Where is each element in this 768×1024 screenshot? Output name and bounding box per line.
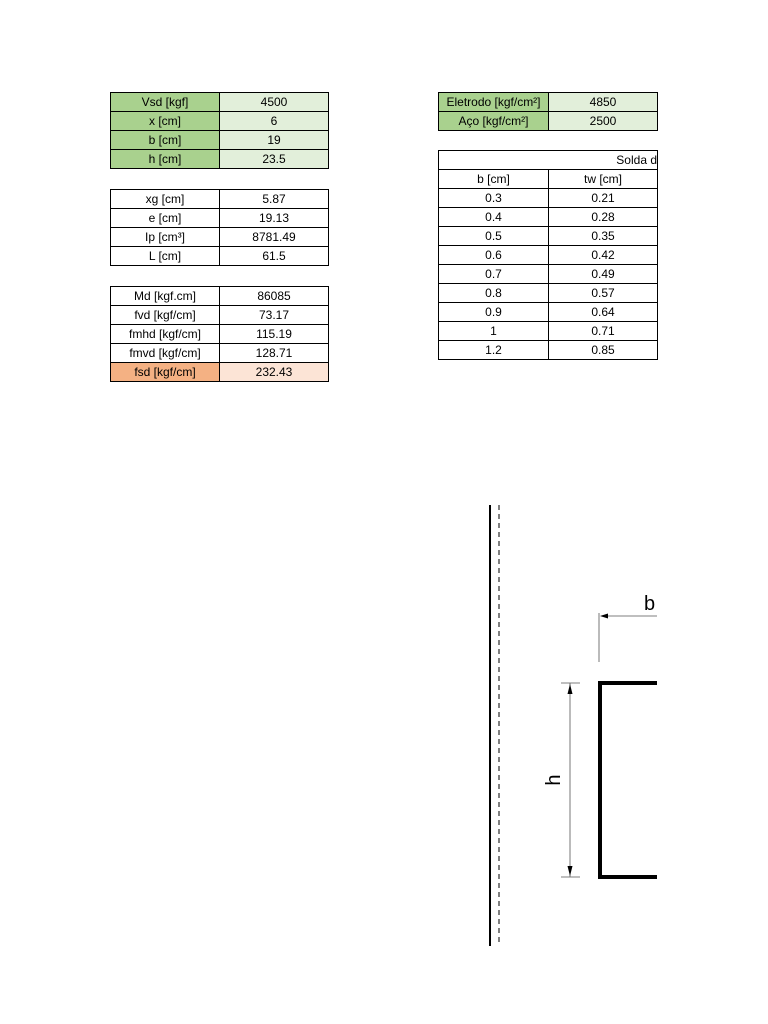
weld-cell-tw[interactable]: 0.49 (549, 265, 658, 284)
table-row (439, 341, 658, 360)
input-table (110, 92, 329, 169)
weld-cell-b[interactable]: 1.2 (439, 341, 549, 360)
weld-cell-tw[interactable]: 0.64 (549, 303, 658, 322)
geometry-label-ip[interactable]: Ip [cm³] (111, 228, 220, 247)
forces-label-md[interactable]: Md [kgf.cm] (111, 287, 220, 306)
weld-cell-tw[interactable]: 0.21 (549, 189, 658, 208)
input-label-vsd[interactable]: Vsd [kgf] (111, 93, 220, 112)
forces-label-fsd[interactable]: fsd [kgf/cm] (111, 363, 220, 382)
table-row (439, 112, 658, 131)
table-row (439, 303, 658, 322)
input-value-h[interactable]: 23.5 (220, 150, 329, 169)
input-value-vsd[interactable]: 4500 (220, 93, 329, 112)
weld-table-title[interactable]: Solda d (439, 151, 658, 170)
table-row (439, 189, 658, 208)
b-dimension-label: b (644, 593, 656, 615)
weld-cell-tw[interactable]: 0.42 (549, 246, 658, 265)
table-row (111, 363, 329, 382)
forces-table (110, 286, 329, 382)
table-row (111, 306, 329, 325)
input-value-x[interactable]: 6 (220, 112, 329, 131)
material-value-aco[interactable]: 2500 (549, 112, 658, 131)
weld-cell-tw[interactable]: 0.71 (549, 322, 658, 341)
geometry-label-l[interactable]: L [cm] (111, 247, 220, 266)
geometry-value-e[interactable]: 19.13 (220, 209, 329, 228)
weld-cell-b[interactable]: 0.3 (439, 189, 549, 208)
forces-value-fmvd[interactable]: 128.71 (220, 344, 329, 363)
h-arrow-bottom-icon (568, 866, 573, 876)
weld-header-b[interactable]: b [cm] (439, 170, 549, 189)
weld-cell-tw[interactable]: 0.57 (549, 284, 658, 303)
table-row (439, 208, 658, 227)
input-value-b[interactable]: 19 (220, 131, 329, 150)
geometry-label-xg[interactable]: xg [cm] (111, 190, 220, 209)
forces-label-fmhd[interactable]: fmhd [kgf/cm] (111, 325, 220, 344)
table-row (111, 131, 329, 150)
table-row (111, 228, 329, 247)
table-row (111, 287, 329, 306)
table-row (111, 325, 329, 344)
table-row (439, 265, 658, 284)
geometry-value-l[interactable]: 61.5 (220, 247, 329, 266)
forces-value-md[interactable]: 86085 (220, 287, 329, 306)
weld-cell-tw[interactable]: 0.85 (549, 341, 658, 360)
input-label-h[interactable]: h [cm] (111, 150, 220, 169)
material-value-eletrodo[interactable]: 4850 (549, 93, 658, 112)
b-arrow-icon (600, 614, 608, 619)
weld-header-tw[interactable]: tw [cm] (549, 170, 658, 189)
weld-cell-b[interactable]: 0.8 (439, 284, 549, 303)
geometry-value-xg[interactable]: 5.87 (220, 190, 329, 209)
weld-title-row (439, 151, 658, 170)
table-row (439, 93, 658, 112)
weld-header-row (439, 170, 658, 189)
table-row (111, 150, 329, 169)
table-row (111, 209, 329, 228)
table-row (439, 322, 658, 341)
material-label-aco[interactable]: Aço [kgf/cm²] (439, 112, 549, 131)
table-row (439, 227, 658, 246)
weld-cell-b[interactable]: 0.5 (439, 227, 549, 246)
weld-cell-tw[interactable]: 0.35 (549, 227, 658, 246)
weld-cell-b[interactable]: 0.4 (439, 208, 549, 227)
weld-section-drawing (480, 500, 660, 950)
table-row (111, 112, 329, 131)
weld-table (438, 150, 658, 360)
weld-profile (600, 683, 657, 877)
forces-label-fmvd[interactable]: fmvd [kgf/cm] (111, 344, 220, 363)
table-row (111, 93, 329, 112)
input-label-b[interactable]: b [cm] (111, 131, 220, 150)
table-row (111, 190, 329, 209)
geometry-label-e[interactable]: e [cm] (111, 209, 220, 228)
input-label-x[interactable]: x [cm] (111, 112, 220, 131)
geometry-value-ip[interactable]: 8781.49 (220, 228, 329, 247)
table-row (439, 246, 658, 265)
table-row (111, 344, 329, 363)
h-arrow-top-icon (568, 684, 573, 694)
forces-value-fvd[interactable]: 73.17 (220, 306, 329, 325)
table-row (439, 284, 658, 303)
geometry-table (110, 189, 329, 266)
weld-cell-b[interactable]: 0.9 (439, 303, 549, 322)
forces-value-fmhd[interactable]: 115.19 (220, 325, 329, 344)
material-table (438, 92, 658, 131)
forces-label-fvd[interactable]: fvd [kgf/cm] (111, 306, 220, 325)
weld-cell-b[interactable]: 0.6 (439, 246, 549, 265)
weld-cell-b[interactable]: 0.7 (439, 265, 549, 284)
weld-cell-tw[interactable]: 0.28 (549, 208, 658, 227)
material-label-eletrodo[interactable]: Eletrodo [kgf/cm²] (439, 93, 549, 112)
h-dimension-label: h (543, 774, 565, 786)
weld-cell-b[interactable]: 1 (439, 322, 549, 341)
table-row (111, 247, 329, 266)
forces-value-fsd[interactable]: 232.43 (220, 363, 329, 382)
